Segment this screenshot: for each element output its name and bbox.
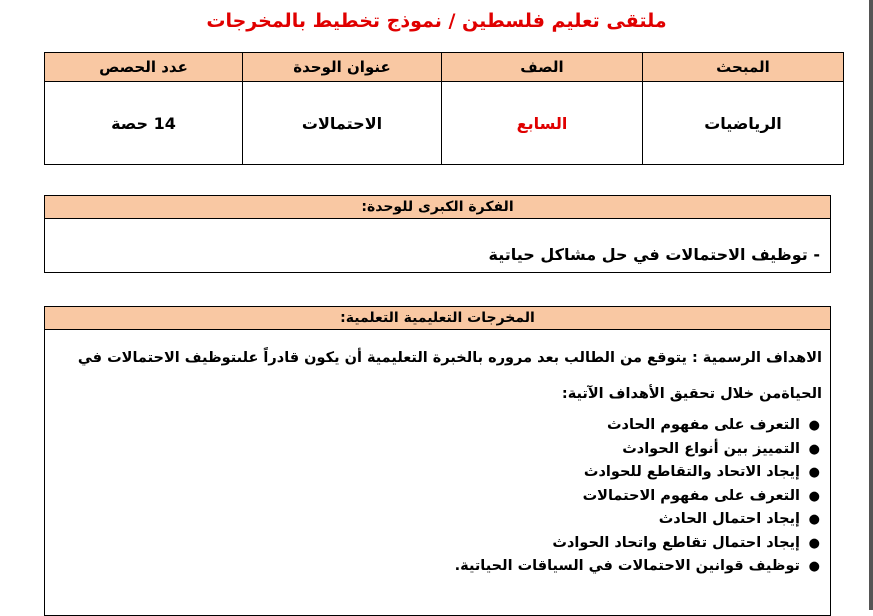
list-item	[45, 532, 830, 556]
goal-text: التعرف على مفهوم الاحتمالات	[582, 487, 800, 504]
bullet-icon: ●	[808, 535, 820, 551]
list-item	[45, 485, 830, 509]
goal-text: التعرف على مفهوم الحادث	[606, 417, 800, 433]
goal-text: إيجاد الاتحاد والتقاطع للحوادث	[583, 464, 800, 480]
unit-title-value: الاحتمالات	[243, 82, 442, 165]
bullet-icon: ●	[808, 465, 820, 480]
subject-value: الرياضيات	[643, 82, 844, 165]
bullet-icon: ●	[808, 418, 820, 433]
goal-text: إيجاد احتمال الحادث	[658, 511, 800, 527]
list-item	[45, 438, 830, 462]
goals-list	[45, 414, 830, 579]
goal-text: إيجاد احتمال تقاطع واتحاد الحوادث	[552, 534, 800, 551]
big-idea-box	[44, 195, 831, 273]
list-item	[45, 508, 830, 532]
bullet-icon: ●	[808, 441, 820, 457]
info-value-row	[45, 82, 844, 165]
goal-text: توظيف قوانين الاحتمالات في السياقات الحياتية.	[454, 558, 800, 574]
big-idea-heading: الفكرة الكبرى للوحدة:	[45, 196, 830, 219]
goal-text: التمييز بين أنواع الحوادث	[622, 440, 800, 457]
periods-header: عدد الحصص	[45, 53, 243, 82]
subject-header: المبحث	[643, 53, 844, 82]
bullet-icon: ●	[808, 559, 820, 574]
list-item	[45, 461, 830, 485]
unit-title-header: عنوان الوحدة	[243, 53, 442, 82]
list-item	[45, 414, 830, 438]
bullet-icon: ●	[808, 488, 820, 504]
bullet-icon: ●	[808, 512, 820, 527]
outcomes-intro	[45, 330, 830, 412]
unit-info-table	[44, 52, 844, 165]
grade-value: السابع	[442, 82, 643, 165]
grade-header: الصف	[442, 53, 643, 82]
document-title: ملتقى تعليم فلسطين / نموذج تخطيط بالمخرجات	[206, 10, 667, 32]
page-edge	[869, 0, 873, 610]
list-item	[45, 555, 830, 579]
outcomes-intro-line-1: الاهداف الرسمية : يتوقع من الطالب بعد مروره بالخبرة التعليمية أن يكون قادراً علىتوظيف الاحتمالات في	[77, 350, 822, 366]
outcomes-heading: المخرجات التعليمية التعلمية:	[45, 307, 830, 330]
outcomes-intro-line-2: الحياةمن خلال تحقيق الأهداف الآتية:	[561, 386, 822, 402]
periods-value: 14 حصة	[45, 82, 243, 165]
big-idea-text: - توظيف الاحتمالات في حل مشاكل حياتية	[488, 245, 820, 264]
info-header-row	[45, 53, 844, 82]
outcomes-box	[44, 306, 831, 616]
